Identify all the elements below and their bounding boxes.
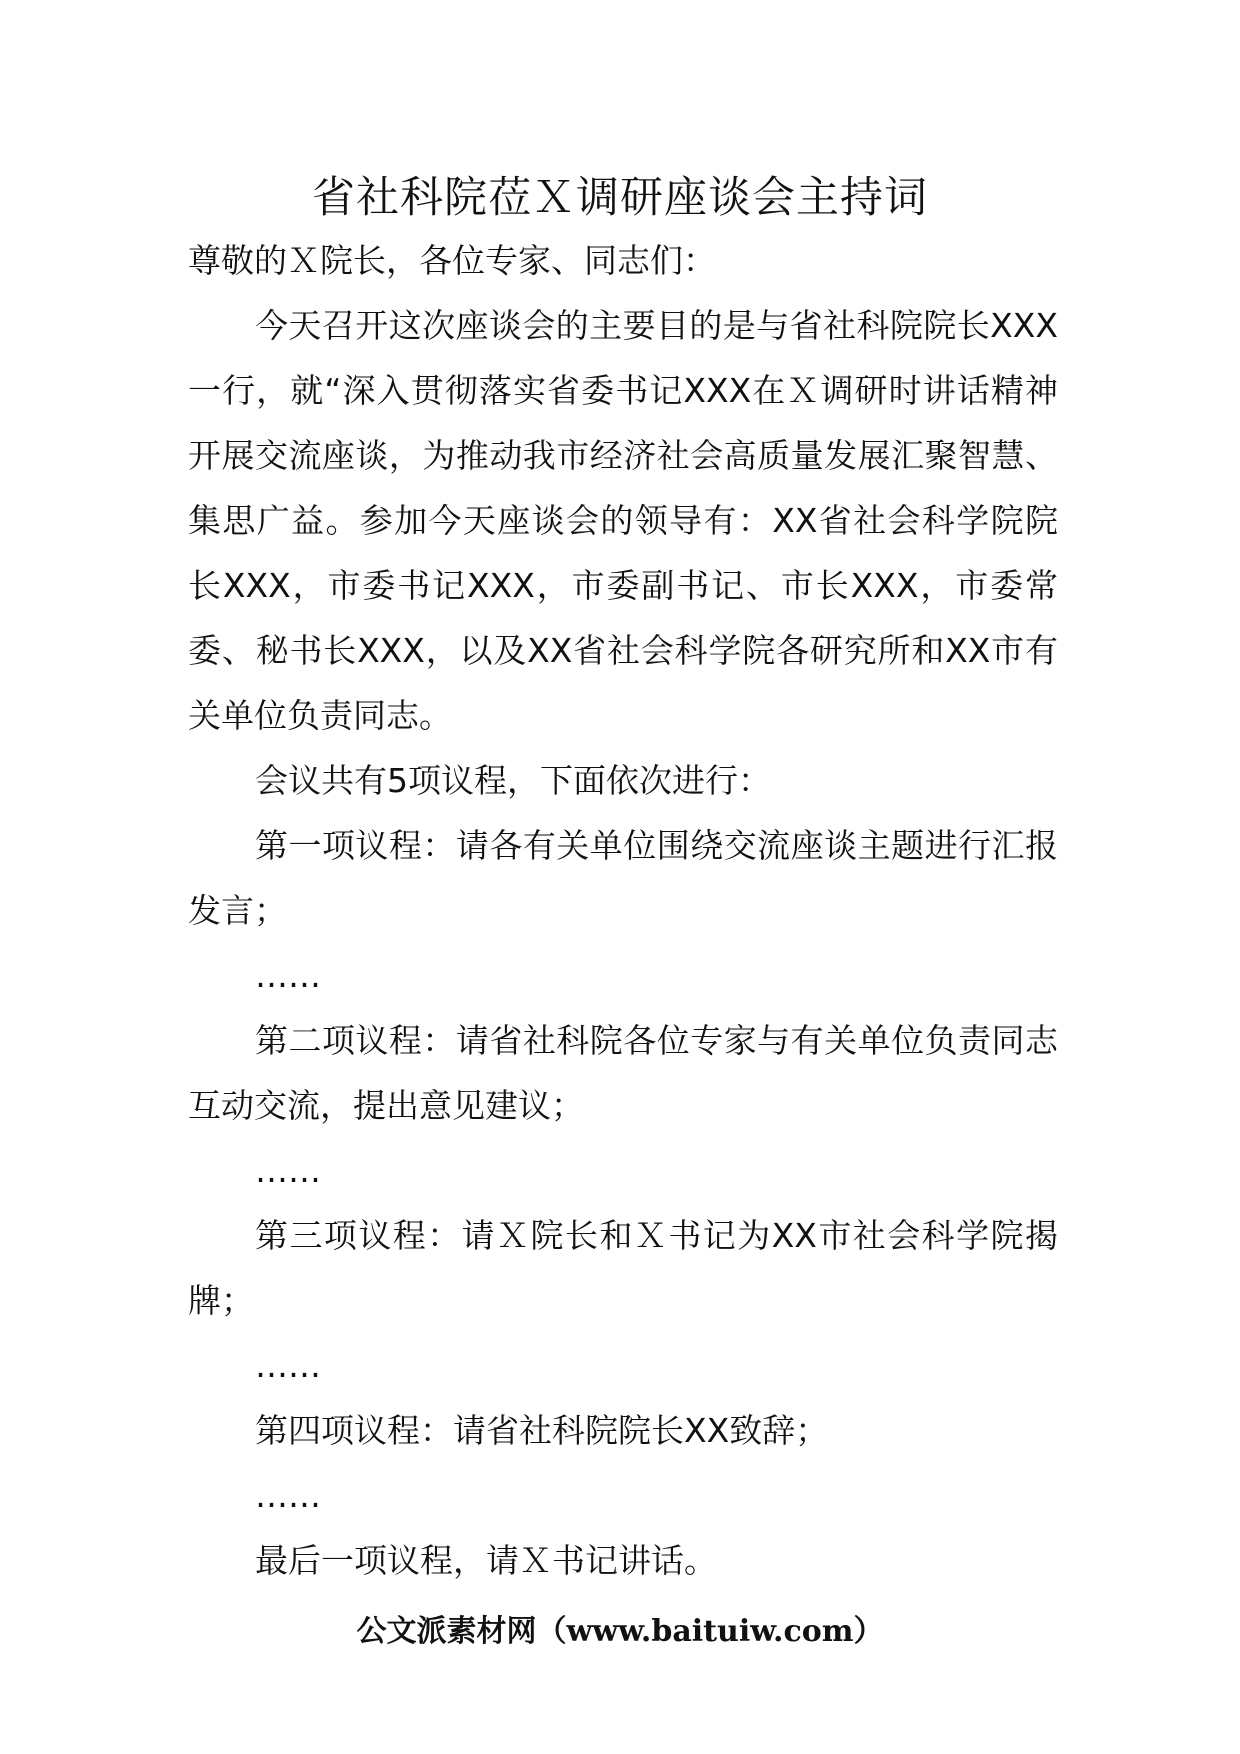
ellipsis-line: …… (255, 1346, 321, 1385)
paragraph-agenda-count: 会议共有5项议程，下面依次进行： (255, 761, 771, 800)
footer-watermark: 公文派素材网（www.baituiw.com） (356, 1614, 884, 1649)
agenda-item-2: 第二项议程：请省社科院各位专家与有关单位负责同志互动交流，提出意见建议； (188, 1021, 1058, 1125)
ellipsis-line: …… (255, 1476, 321, 1515)
agenda-item-final: 最后一项议程，请Ｘ书记讲话。 (255, 1541, 717, 1580)
ellipsis-line: …… (255, 1151, 321, 1190)
salutation: 尊敬的Ｘ院长，各位专家、同志们： (188, 241, 716, 280)
document-body (188, 228, 1058, 1593)
ellipsis-line: …… (255, 956, 321, 995)
document-title: 省社科院莅Ｘ调研座谈会主持词 (312, 173, 928, 223)
agenda-item-1: 第一项议程：请各有关单位围绕交流座谈主题进行汇报发言； (188, 826, 1058, 930)
paragraph-intro: 今天召开这次座谈会的主要目的是与省社科院院长XXX一行，就“深入贯彻落实省委书记XXX在Ｘ调研时讲话精神开展交流座谈，为推动我市经济社会高质量发展汇聚智慧、集思广益。参加今天座谈会的领导有：XX省社会科学院院长XXX，市委书记XXX，市委副书记、市长XXX，市委常委、秘书长XXX，以及XX省社会科学院各研究所和XX市有关单位负责同志。 (188, 306, 1058, 735)
agenda-item-4: 第四项议程：请省社科院院长XX致辞； (255, 1411, 829, 1450)
agenda-item-3: 第三项议程：请Ｘ院长和Ｘ书记为XX市社会科学院揭牌； (188, 1216, 1058, 1320)
